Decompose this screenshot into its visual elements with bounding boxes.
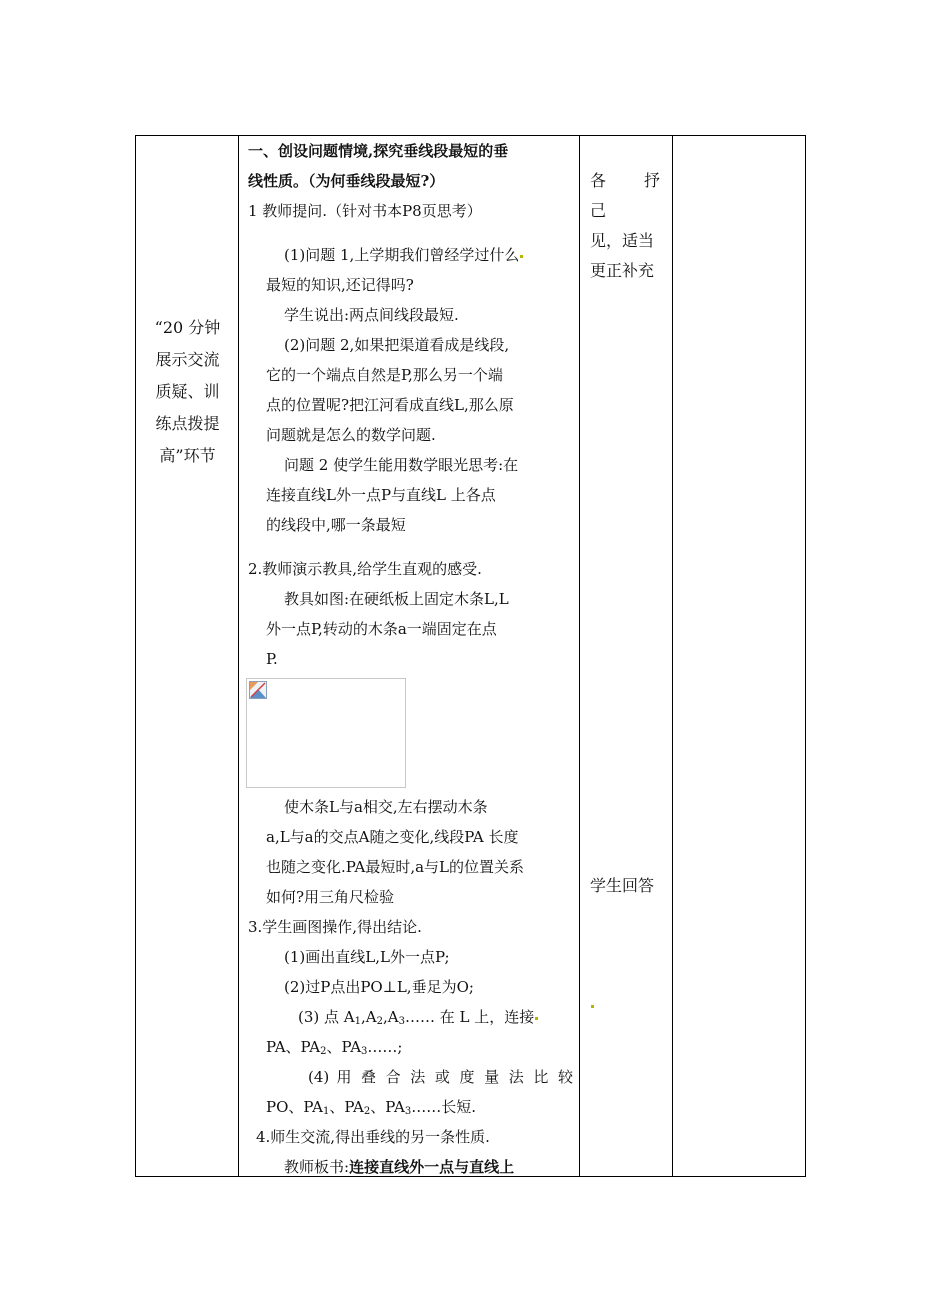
step-1: 1 教师提问.（针对书本P8页思考）: [248, 202, 482, 220]
tool-description: 教具如图:在硬纸板上固定木条L,L: [284, 590, 509, 608]
text-run: ,A: [361, 1008, 377, 1026]
student-activity-cell: [590, 871, 666, 1021]
question-2-note: 问题 2 使学生能用数学眼光思考:在: [284, 456, 519, 474]
subscript: 2: [376, 1016, 383, 1027]
student-activity-line: 学生回答: [590, 876, 655, 895]
subscript: 2: [363, 1106, 371, 1117]
step-3: 3.学生画图操作,得出结论.: [248, 918, 422, 936]
marker-dot: [591, 1005, 594, 1008]
marker-dot: [520, 255, 523, 258]
step-2: 2.教师演示教具,给学生直观的感受.: [248, 560, 482, 578]
demo-description: 使木条L与a相交,左右摆动木条: [284, 798, 488, 816]
question-2-note: 连接直线L外一点P与直线L 上各点: [266, 486, 496, 504]
subscript: 3: [404, 1106, 412, 1117]
step-3-item: [248, 1092, 573, 1122]
text-run: PO、PA: [266, 1098, 323, 1116]
marker-dot: [535, 1017, 538, 1020]
text-run: ……;: [367, 1038, 403, 1056]
board-text: 连接直线外一点与直线上: [349, 1158, 515, 1176]
stage-label-line: 高”环节: [159, 446, 216, 465]
question-1-text: (1)问题 1,上学期我们曾经学过什么: [284, 246, 520, 264]
demo-description: a,L与a的交点A随之变化,线段PA 长度: [266, 828, 519, 846]
question-1: 最短的知识,还记得吗?: [266, 276, 414, 294]
subscript: 1: [354, 1016, 361, 1027]
column-divider: [672, 136, 673, 1176]
column-divider: [238, 136, 239, 1176]
text-run: 、PA: [326, 1038, 362, 1056]
text-run: PA、PA: [266, 1038, 321, 1056]
stage-label-line: “20 分钟: [154, 318, 221, 337]
question-2: 它的一个端点自然是P,那么另一个端: [266, 366, 503, 384]
subscript: 1: [322, 1106, 330, 1117]
marker-dot-row: [590, 991, 666, 1021]
question-2: (2)问题 2,如果把渠道看成是线段,: [284, 336, 510, 354]
step-3-item: [248, 1032, 573, 1062]
demo-description: 也随之变化.PA最短时,a与L的位置关系: [266, 858, 524, 876]
column-divider: [579, 136, 580, 1176]
text-run: 、PA: [370, 1098, 405, 1116]
text-run: …… 在 L 上，连接: [404, 1008, 535, 1026]
stage-label-line: 展示交流: [155, 350, 220, 369]
text-run: ……长短.: [411, 1098, 476, 1116]
teaching-content-cell: [248, 136, 573, 1182]
lesson-table: [135, 135, 806, 1177]
stage-label-cell: [136, 312, 239, 472]
section-heading: 线性质。（为何垂线段最短?）: [248, 172, 445, 190]
stage-label-line: 质疑、训: [155, 382, 220, 401]
student-activity-cell: [590, 166, 666, 286]
student-activity-line: 更正补充: [590, 261, 655, 280]
board-note: [248, 1152, 573, 1182]
question-2: 点的位置呢?把江河看成直线L,那么原: [266, 396, 514, 414]
tool-description: 外一点P,转动的木条a一端固定在点: [266, 620, 497, 638]
question-1: [248, 240, 573, 270]
text-run: 、PA: [329, 1098, 364, 1116]
board-label: 教师板书:: [284, 1158, 350, 1176]
text-run: (3) 点 A: [298, 1008, 355, 1026]
student-activity-line: 见，适当: [590, 231, 655, 250]
step-3-item: (2)过P点出PO⊥L,垂足为O;: [284, 978, 474, 996]
student-answer: 学生说出:两点间线段最短.: [284, 306, 459, 324]
subscript: 3: [361, 1046, 368, 1057]
step-4: 4.师生交流,得出垂线的另一条性质.: [256, 1128, 490, 1146]
figure-image: [246, 678, 406, 788]
demo-description: 如何?用三角尺检验: [266, 888, 395, 906]
subscript: 2: [320, 1046, 327, 1057]
step-3-item: [248, 1002, 573, 1032]
question-2-note: 的线段中,哪一条最短: [266, 516, 406, 534]
text-run: ,A: [382, 1008, 399, 1026]
step-3-item: (1)画出直线L,L外一点P;: [284, 948, 450, 966]
stage-label-line: 练点拨提: [155, 414, 220, 433]
section-heading: 一、创设问题情境,探究垂线段最短的垂: [248, 142, 509, 160]
subscript: 3: [398, 1016, 405, 1027]
step-3-item: (4) 用 叠 合 法 或 度 量 法 比 较: [308, 1068, 573, 1086]
question-2: 问题就是怎么的数学问题.: [266, 426, 436, 444]
tool-description: P.: [266, 650, 278, 668]
broken-image-icon: [249, 681, 267, 699]
student-activity-line: 各 抒 己: [590, 171, 666, 220]
